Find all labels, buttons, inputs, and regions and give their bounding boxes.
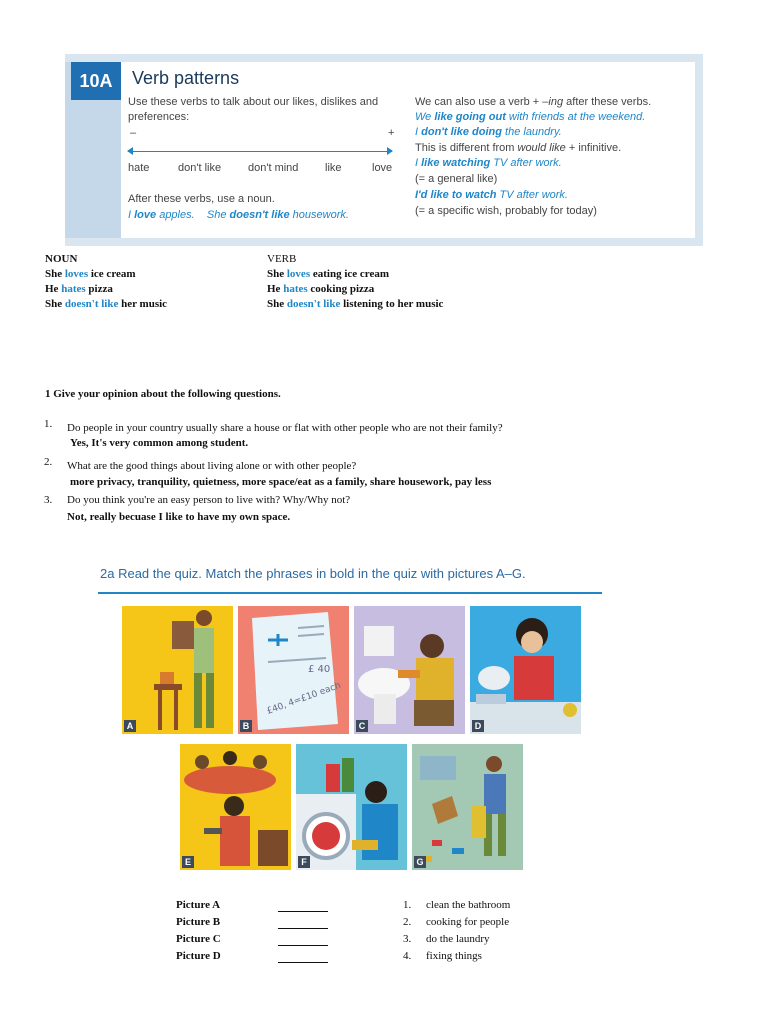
scale-like: like: [325, 162, 342, 174]
verb-heading: VERB: [267, 253, 297, 265]
right-line-4: This is different from would like + infinitive.: [415, 142, 622, 154]
grammar-title: Verb patterns: [132, 68, 240, 88]
match-picture-c: Picture C: [176, 933, 221, 945]
noun-example-2: He hates pizza: [45, 283, 113, 295]
option-1-text: clean the bathroom: [426, 899, 511, 911]
picture-b: [238, 606, 349, 734]
picture-a-label: A: [124, 720, 136, 732]
grammar-box: [65, 54, 703, 246]
answer-blank-b[interactable]: [278, 928, 328, 929]
right-line-7: I'd like to watch TV after work.: [415, 189, 568, 201]
quiz-title: 2a Read the quiz. Match the phrases in bold in the quiz with pictures A–G.: [100, 566, 526, 581]
option-3-number: 3.: [403, 933, 412, 945]
messy-room-illustration: [412, 744, 523, 870]
right-line-8: (= a specific wish, probably for today): [415, 205, 597, 217]
noun-examples: I love apples. She doesn't like housework.: [128, 209, 349, 221]
answer-3[interactable]: Not, really becuase I like to have my own space.: [67, 511, 291, 523]
answer-2[interactable]: more privacy, tranquility, quietness, more space/eat as a family, share housework, pay less: [70, 476, 492, 488]
grammar-intro-2: preferences:: [128, 111, 190, 123]
right-line-5: I like watching TV after work.: [415, 157, 562, 169]
question-2-text: What are the good things about living alone or with other people?: [67, 460, 357, 472]
verb-example-1: She loves eating ice cream: [267, 268, 390, 280]
section-1-heading: 1 Give your opinion about the following questions.: [45, 388, 281, 400]
picture-b-label: B: [240, 720, 252, 732]
answer-blank-c[interactable]: [278, 945, 328, 946]
question-3-number: 3.: [44, 494, 53, 506]
picture-g: [412, 744, 523, 870]
quiz-divider: [98, 592, 602, 594]
question-2-number: 2.: [44, 456, 53, 468]
right-line-6: (= a general like): [415, 173, 498, 185]
answer-1[interactable]: Yes, It's very common among student.: [70, 437, 249, 449]
option-4-number: 4.: [403, 950, 412, 962]
picture-g-label: G: [414, 856, 426, 868]
unit-badge: 10A: [71, 62, 121, 100]
picture-f: [296, 744, 407, 870]
option-4-text: fixing things: [426, 950, 482, 962]
picture-a: [122, 606, 233, 734]
picture-c: [354, 606, 465, 734]
match-picture-b: Picture B: [176, 916, 221, 928]
svg-text:£ 40: £ 40: [308, 664, 331, 675]
fixing-things-illustration: [122, 606, 233, 734]
option-2-text: cooking for people: [426, 916, 510, 928]
scale-hate: hate: [128, 162, 150, 174]
scale-plus: +: [388, 127, 395, 139]
option-3-text: do the laundry: [426, 933, 490, 945]
scale-dont-mind: don't mind: [248, 162, 299, 174]
answer-blank-a[interactable]: [278, 911, 328, 912]
wash-dishes-illustration: [470, 606, 581, 734]
grammar-intro: Use these verbs to talk about our likes, dislikes and: [128, 96, 379, 108]
right-line-1: We can also use a verb + –ing after these verbs.: [415, 96, 652, 108]
picture-c-label: C: [356, 720, 368, 732]
picture-d-label: D: [472, 720, 484, 732]
after-noun-text: After these verbs, use a noun.: [128, 193, 275, 205]
verb-example-2: He hates cooking pizza: [267, 283, 375, 295]
do-the-laundry-illustration: [296, 744, 407, 870]
svg-text:£40, 4=£10 each: £40, 4=£10 each: [265, 680, 343, 717]
cooking-for-people-illustration: [180, 744, 291, 870]
bill-illustration: [238, 606, 349, 734]
option-1-number: 1.: [403, 899, 412, 911]
option-2-number: 2.: [403, 916, 412, 928]
scale-arrow: [128, 151, 392, 152]
right-line-3: I don't like doing the laundry.: [415, 126, 562, 138]
scale-dont-like: don't like: [178, 162, 222, 174]
match-picture-d: Picture D: [176, 950, 221, 962]
match-picture-a: Picture A: [176, 899, 221, 911]
picture-e-label: E: [182, 856, 194, 868]
verb-example-3: She doesn't like listening to her music: [267, 298, 444, 310]
answer-blank-d[interactable]: [278, 962, 328, 963]
scale-minus: –: [130, 127, 137, 139]
clean-bathroom-illustration: [354, 606, 465, 734]
picture-f-label: F: [298, 856, 310, 868]
picture-e: [180, 744, 291, 870]
question-1-text: Do people in your country usually share a house or flat with other people who are not their family?: [67, 422, 503, 434]
question-1-number: 1.: [44, 418, 53, 430]
scale-love: love: [372, 162, 393, 174]
question-3-text: Do you think you're an easy person to live with? Why/Why not?: [67, 494, 351, 506]
noun-example-1: She loves ice cream: [45, 268, 136, 280]
noun-example-3: She doesn't like her music: [45, 298, 168, 310]
noun-heading: NOUN: [45, 253, 78, 265]
picture-d: [470, 606, 581, 734]
right-line-2: We like going out with friends at the weekend.: [415, 111, 646, 123]
